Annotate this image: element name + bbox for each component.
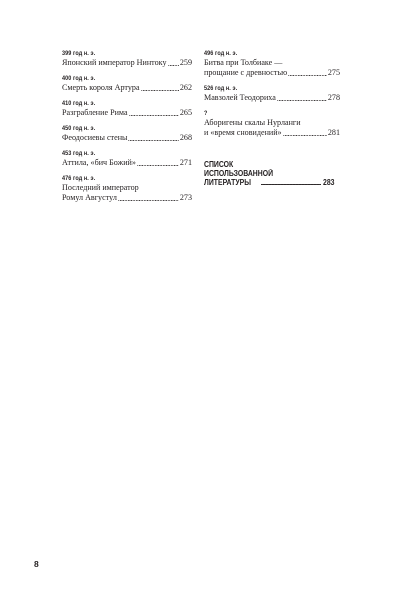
bibliography-title-line: ЛИТЕРАТУРЫ bbox=[204, 178, 251, 187]
toc-entry-page: 273 bbox=[179, 193, 192, 202]
toc-entry bbox=[62, 50, 192, 68]
toc-entry-title: Аборигены скалы Нурланги bbox=[204, 118, 301, 127]
toc-entry-title: Последний император bbox=[62, 183, 139, 192]
toc-entry-line bbox=[62, 193, 192, 203]
toc-entry-title: Японский император Нинтоку bbox=[62, 58, 167, 67]
toc-entry-line bbox=[204, 68, 340, 78]
toc-entry-year: 476 год н. э. bbox=[62, 175, 96, 182]
toc-entry-title: Битва при Толбиаке — bbox=[204, 58, 283, 67]
toc-entry-title: Феодосиевы стены bbox=[62, 133, 128, 142]
toc-entry-year: 399 год н. э. bbox=[62, 50, 96, 57]
toc-entry bbox=[62, 100, 192, 118]
bibliography-title-line: СПИСОК bbox=[204, 160, 234, 169]
page-number: 8 bbox=[34, 559, 39, 569]
dot-leader bbox=[168, 65, 179, 66]
toc-entry-page: 265 bbox=[179, 108, 192, 117]
toc-entry-year: 400 год н. э. bbox=[62, 75, 96, 82]
toc-entry-line bbox=[62, 83, 192, 93]
toc-entry-year: 526 год н. э. bbox=[204, 85, 238, 92]
toc-entry-title: Аттила, «бич Божий» bbox=[62, 158, 136, 167]
toc-entry-page: 278 bbox=[327, 93, 340, 102]
toc-entry bbox=[204, 85, 340, 103]
bibliography-last-line bbox=[204, 178, 336, 187]
toc-entry bbox=[204, 50, 340, 78]
dot-leader bbox=[288, 75, 327, 76]
dot-leader bbox=[283, 135, 327, 136]
dot-leader bbox=[137, 165, 179, 166]
dot-leader bbox=[118, 200, 179, 201]
toc-entry-line bbox=[62, 133, 192, 143]
toc-entry-title: и «время сновидений» bbox=[204, 128, 282, 137]
toc-entry-title: Разграбление Рима bbox=[62, 108, 128, 117]
toc-entry-line bbox=[62, 108, 192, 118]
toc-entry bbox=[62, 75, 192, 93]
toc-entry-line bbox=[62, 58, 192, 68]
toc-entry bbox=[204, 110, 340, 138]
dot-leader bbox=[261, 184, 321, 185]
toc-entry-year: 496 год н. э. bbox=[204, 50, 238, 57]
toc-entry-page: 275 bbox=[327, 68, 340, 77]
toc-entry bbox=[62, 150, 192, 168]
toc-entry-page: 259 bbox=[179, 58, 192, 67]
toc-right-column bbox=[204, 50, 340, 145]
toc-entry-title: Смерть короля Артура bbox=[62, 83, 140, 92]
dot-leader bbox=[129, 115, 179, 116]
toc-entry-line bbox=[62, 183, 192, 193]
toc-entry bbox=[62, 175, 192, 203]
toc-entry-line bbox=[204, 93, 340, 103]
toc-entry-title: прощание с древностью bbox=[204, 68, 288, 77]
bibliography-entry bbox=[204, 160, 336, 187]
dot-leader bbox=[277, 100, 327, 101]
dot-leader bbox=[141, 90, 179, 91]
toc-entry-year: 410 год н. э. bbox=[62, 100, 96, 107]
toc-entry-year: 450 год н. э. bbox=[62, 125, 96, 132]
dot-leader bbox=[128, 140, 178, 141]
toc-entry-title: Ромул Августул bbox=[62, 193, 117, 202]
toc-entry-title: Мавзолей Теодориха bbox=[204, 93, 276, 102]
bibliography-page: 283 bbox=[322, 178, 335, 187]
toc-entry-page: 268 bbox=[179, 133, 192, 142]
toc-entry-line bbox=[204, 118, 340, 128]
toc-entry bbox=[62, 125, 192, 143]
toc-entry-line bbox=[204, 128, 340, 138]
bibliography-title-line: ИСПОЛЬЗОВАННОЙ bbox=[204, 169, 274, 178]
toc-entry-page: 271 bbox=[179, 158, 192, 167]
toc-left-column bbox=[62, 50, 192, 210]
toc-entry-year: 453 год н. э. bbox=[62, 150, 96, 157]
toc-entry-line bbox=[204, 58, 340, 68]
toc-entry-year: ? bbox=[204, 110, 208, 117]
toc-entry-page: 262 bbox=[179, 83, 192, 92]
toc-entry-page: 281 bbox=[327, 128, 340, 137]
toc-entry-line bbox=[62, 158, 192, 168]
